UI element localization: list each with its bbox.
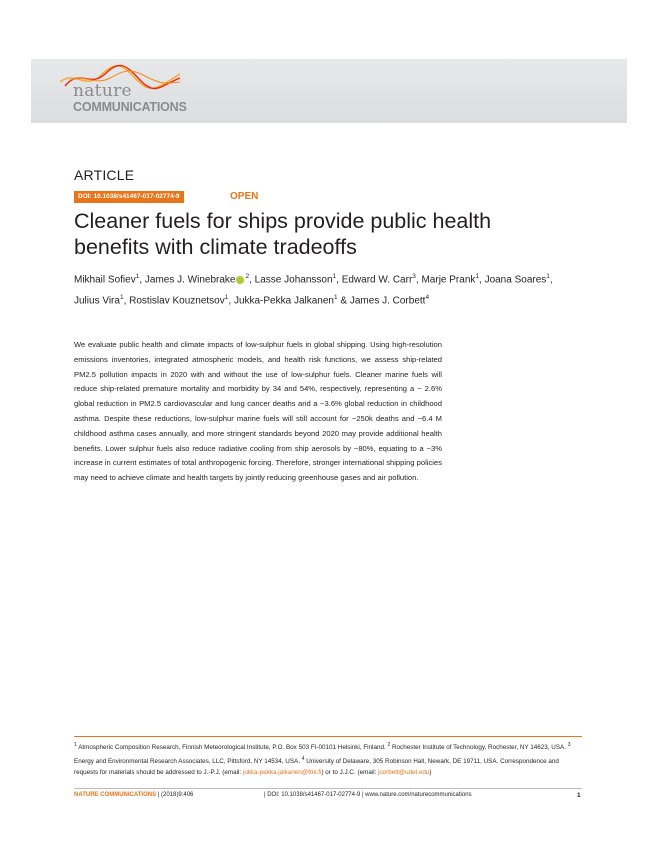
author-name[interactable]: James J. Corbett	[349, 295, 426, 307]
journal-logo-communications: COMMUNICATIONS	[73, 100, 187, 114]
author-name[interactable]: Joana Soares	[484, 274, 547, 286]
author-affiliation-marker: 2	[245, 273, 250, 280]
author-list: Mikhail Sofiev$^1$, James J. Winebrake $^2$, Lasse Johansson$^1$, Edward W. Carr$^3$, Marje Prank$^1$, Joana Soares$^1$, Julius Vira$^1$, Rostislav Kouznetsov$^1$, Jukka-Pekka Jalkanen$^1$ & James J. Corbett$^4$	[74, 273, 553, 307]
footer-volume: | (2018)9:406	[157, 792, 194, 798]
email-link-jalkanen[interactable]: jukka-pekka.jalkanen@fmi.fi	[242, 769, 322, 777]
open-access-label: OPEN	[230, 191, 259, 202]
author-name[interactable]: Edward W. Carr	[341, 274, 413, 286]
correspondence-text: Correspondence and requests for materials should be addressed to J.-P.J. (email:	[74, 757, 559, 777]
author-affiliation-marker: 1	[475, 273, 479, 280]
aff-marker: 4	[301, 755, 305, 762]
author-name[interactable]: Mikhail Sofiev	[74, 274, 136, 286]
aff-marker: 3	[567, 742, 571, 748]
journal-logo-nature: nature	[73, 81, 132, 101]
affiliation-1: Atmospheric Composition Research, Finnish Meteorological Institute, P.O. Box 503 FI-00101 Helsinki, Finland.	[78, 744, 386, 752]
correspondence-end: )	[429, 769, 432, 777]
article-type-label: ARTICLE	[74, 167, 135, 183]
article-title: Cleaner fuels for ships provide public health benefits with climate tradeoffs	[74, 209, 492, 259]
author-affiliation-marker: 1	[332, 273, 337, 280]
aff-marker: 1	[74, 742, 77, 748]
author-affiliation-marker: 1	[135, 273, 140, 280]
author-name[interactable]: James J. Winebrake	[144, 274, 236, 286]
author-affiliation-marker: 1	[334, 294, 338, 302]
doi-badge[interactable]: DOI: 10.1038/s41467-017-02774-9	[74, 191, 184, 203]
aff-marker: 2	[387, 742, 391, 748]
author-name[interactable]: Rostislav Kouznetsov	[129, 295, 225, 307]
affiliations-footnote	[74, 740, 582, 779]
correspondence-mid: ) or to J.J.C. (email:	[321, 769, 377, 777]
email-link-corbett[interactable]: jcorbett@udel.edu	[378, 769, 430, 777]
footnote-divider	[74, 736, 582, 737]
author-affiliation-marker: 1	[546, 273, 550, 280]
abstract-text: We evaluate public health and climate impacts of low-sulphur fuels in global shipping. Using high-resolution emissions inventories, integrated atmospheric models, and health risk functions, we assess ship-related PM2.5 pollution impacts in 2020 with and without the use of low-sulphur fuels. Cleaner marine fuels will reduce ship-related premature mortality and morbidity by 34 and 54%, respectively, representing a ~ 2.6% global reduction in PM2.5 cardiovascular and lung cancer deaths and a ~3.6% global reduction in childhood asthma. Despite these reductions, low-sulphur marine fuels will still account for ~250k deaths and ~6.4 M childhood asthma cases annually, and more stringent standards beyond 2020 may provide additional health benefits. Lower sulphur fuels also reduce radiative cooling from ship aerosols by ~80%, equating to a ~3% increase in current estimates of total anthropogenic forcing. Therefore, stronger international shipping policies may need to achieve climate and health targets by jointly reducing greenhouse gases and air pollution.	[74, 340, 442, 483]
author-affiliation-marker: 3	[412, 273, 416, 280]
affiliation-2: Rochester Institute of Technology, Rochester, NY 14623, USA.	[392, 744, 566, 752]
author-affiliation-marker: 1	[119, 294, 124, 302]
affiliation-4: University of Delaware, 305 Robinson Hall, Newark, DE 19711, USA.	[306, 757, 499, 765]
author-name[interactable]: Julius Vira	[74, 295, 120, 307]
orcid-icon[interactable]	[236, 276, 244, 284]
author-name[interactable]: Jukka-Pekka Jalkanen	[233, 295, 334, 307]
footer-citation	[74, 792, 193, 798]
footer-divider	[74, 788, 582, 789]
author-name[interactable]: Marje Prank	[421, 274, 476, 286]
footer-journal-name: NATURE COMMUNICATIONS	[74, 792, 157, 798]
author-name[interactable]: Lasse Johansson	[254, 274, 333, 286]
affiliation-3: Energy and Environmental Research Associates, LLC, Pittsford, NY 14534, USA.	[74, 757, 300, 765]
page-number: 1	[577, 792, 581, 799]
footer-doi-url[interactable]: | DOI: 10.1038/s41467-017-02774-9 | www.nature.com/naturecommunications	[264, 792, 472, 798]
author-affiliation-marker: 1	[224, 294, 229, 302]
author-affiliation-marker: 4	[425, 294, 430, 302]
